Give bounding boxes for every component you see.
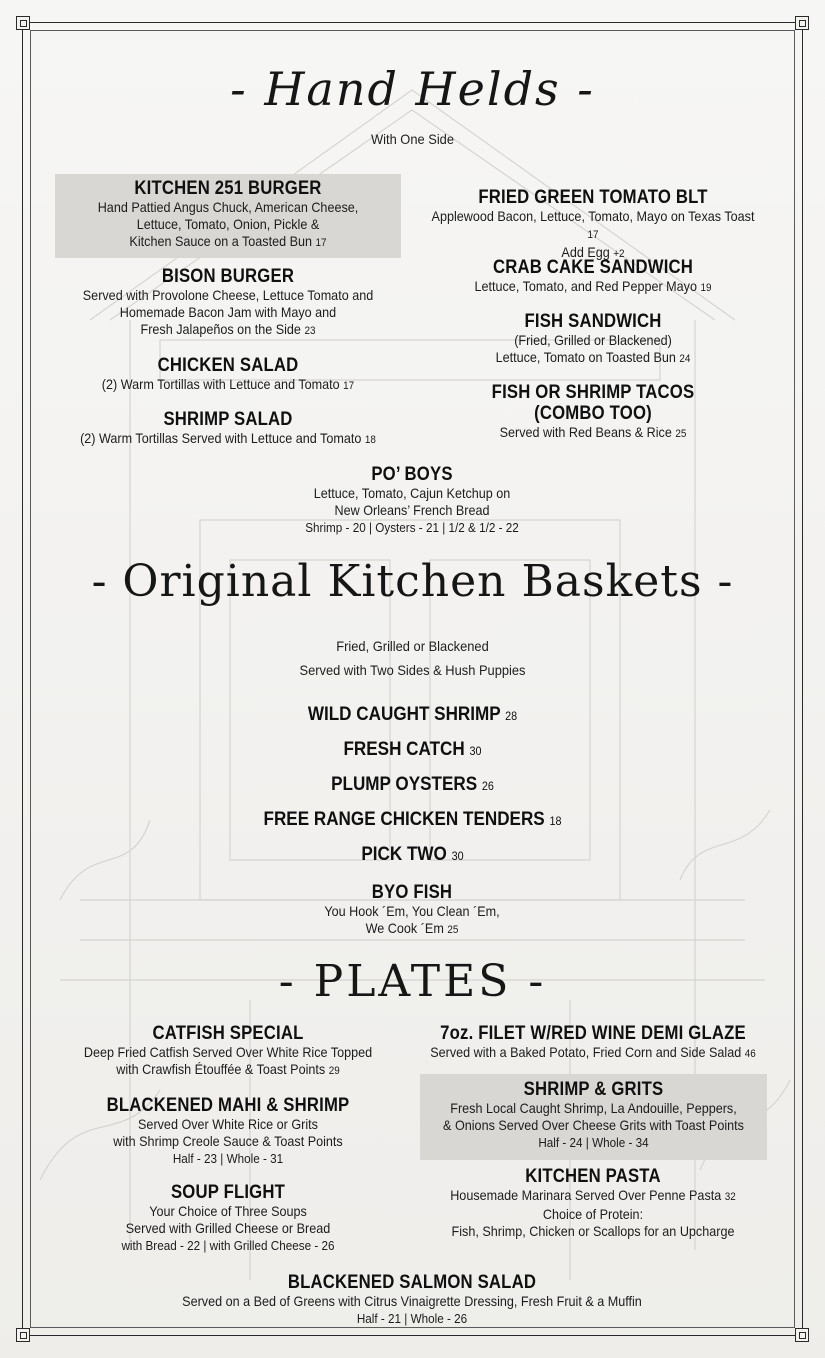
item-price-options: Half - 21 | Whole - 26 — [356, 1311, 468, 1326]
item-desc: Served with Provolone Cheese, Lettuce Tomato and — [82, 287, 374, 303]
item-name: KITCHEN 251 BURGER — [134, 178, 322, 199]
item-price: 30 — [469, 744, 482, 758]
item-name: BISON BURGER — [161, 266, 295, 287]
item-name-sub: (COMBO TOO) — [534, 403, 652, 424]
item-name: SHRIMP & GRITS — [523, 1079, 664, 1100]
plate-item-filet — [410, 1023, 776, 1063]
baskets-subtitle-1: Fried, Grilled or Blackened — [336, 638, 489, 654]
item-desc: Add Egg +2 — [561, 244, 625, 260]
basket-item-fresh-catch: FRESH CATCH 30 — [343, 739, 482, 760]
item-price: 17 — [315, 237, 327, 249]
item-desc: Fresh Local Caught Shrimp, La Andouille, Peppers, — [450, 1100, 737, 1116]
item-desc: Served Over White Rice or Grits — [138, 1116, 318, 1132]
item-desc: We Cook ´Em 25 — [365, 920, 459, 936]
item-price: 23 — [304, 325, 316, 337]
item-price: 19 — [700, 282, 712, 294]
item-price: 24 — [679, 353, 691, 365]
item-desc: & Onions Served Over Cheese Grits with Toast Points — [443, 1117, 744, 1133]
item-name: CHICKEN SALAD — [157, 355, 299, 376]
item-name: KITCHEN PASTA — [525, 1166, 661, 1187]
section-title-handhelds: - Hand Helds - — [230, 62, 595, 116]
menu-item-fish-sandwich — [410, 311, 776, 368]
item-desc: Fish, Shrimp, Chicken or Scallops for an Upcharge — [451, 1223, 735, 1239]
item-price: 46 — [744, 1048, 756, 1060]
item-desc: Lettuce, Tomato, Onion, Pickle & — [136, 216, 320, 232]
item-price: 18 — [549, 814, 562, 828]
item-desc: (2) Warm Tortillas Served with Lettuce and Tomato 18 — [80, 430, 376, 446]
basket-item-wild-caught-shrimp: WILD CAUGHT SHRIMP 28 — [307, 704, 518, 725]
item-desc: Your Choice of Three Soups — [149, 1203, 307, 1219]
item-desc: You Hook ´Em, You Clean ´Em, — [324, 903, 500, 919]
menu-item-po-boys — [212, 464, 612, 536]
plate-item-blackened-salmon-salad — [112, 1272, 712, 1327]
item-name: FRIED GREEN TOMATO BLT — [478, 187, 708, 208]
item-price: 25 — [675, 428, 687, 440]
item-desc: Housemade Marinara Served Over Penne Pasta 32 — [450, 1187, 736, 1203]
menu-item-fish-or-shrimp-tacos — [410, 382, 776, 443]
item-price: 25 — [447, 924, 459, 936]
item-desc: (2) Warm Tortillas with Lettuce and Tomato 17 — [101, 376, 355, 392]
item-desc: (Fried, Grilled or Blackened) — [514, 332, 672, 348]
item-name: CATFISH SPECIAL — [152, 1023, 304, 1044]
item-desc: Fresh Jalapeños on the Side 23 — [140, 321, 316, 337]
item-desc: Choice of Protein: — [542, 1206, 644, 1222]
item-name: BYO FISH — [371, 882, 453, 903]
item-desc: Served with a Baked Potato, Fried Corn and Side Salad 46 — [430, 1044, 756, 1060]
corner-ornament — [16, 1328, 30, 1342]
item-price: 30 — [451, 849, 464, 863]
section-title-baskets: - Original Kitchen Baskets - — [91, 556, 734, 607]
plate-item-kitchen-pasta — [410, 1166, 776, 1240]
item-price: 18 — [364, 434, 376, 446]
corner-ornament — [795, 1328, 809, 1342]
item-desc: Lettuce, Tomato on Toasted Bun 24 — [495, 349, 691, 365]
item-desc: Applewood Bacon, Lettuce, Tomato, Mayo on Texas Toast 17 — [431, 208, 755, 241]
plate-item-shrimp-grits — [420, 1074, 767, 1160]
menu-item-kitchen-251-burger — [55, 174, 401, 258]
item-price-options: Half - 23 | Whole - 31 — [172, 1151, 284, 1166]
item-price-options: with Bread - 22 | with Grilled Cheese - 26 — [121, 1238, 335, 1253]
plate-item-blackened-mahi-shrimp — [38, 1095, 418, 1167]
menu-item-fried-green-tomato-blt — [410, 187, 776, 263]
item-price: 28 — [505, 709, 518, 723]
item-price: 26 — [481, 779, 494, 793]
plate-item-soup-flight — [38, 1182, 418, 1254]
item-desc: Homemade Bacon Jam with Mayo and — [119, 304, 337, 320]
item-name: 7oz. FILET W/RED WINE DEMI GLAZE — [440, 1023, 746, 1044]
item-desc: Served on a Bed of Greens with Citrus Vinaigrette Dressing, Fresh Fruit & a Muffin — [182, 1293, 642, 1309]
basket-item-byo-fish — [262, 882, 562, 939]
item-desc: Deep Fried Catfish Served Over White Rice Topped — [83, 1044, 373, 1060]
item-addon-price: +2 — [613, 248, 625, 260]
item-name: BLACKENED SALMON SALAD — [287, 1272, 537, 1293]
item-desc: Served with Red Beans & Rice 25 — [499, 424, 687, 440]
menu-item-bison-burger — [40, 266, 416, 340]
section-title-plates: - PLATES - — [278, 956, 547, 1007]
basket-item-plump-oysters: PLUMP OYSTERS 26 — [331, 774, 494, 795]
menu-item-shrimp-salad — [40, 409, 416, 449]
item-price: 17 — [343, 380, 355, 392]
item-price: 17 — [587, 229, 599, 241]
item-price-options: Half - 24 | Whole - 34 — [538, 1135, 649, 1150]
corner-ornament — [16, 16, 30, 30]
item-desc: Kitchen Sauce on a Toasted Bun 17 — [129, 233, 327, 249]
menu-item-crab-cake-sandwich — [410, 257, 776, 297]
item-price: 29 — [328, 1065, 340, 1077]
basket-item-chicken-tenders: FREE RANGE CHICKEN TENDERS 18 — [263, 809, 562, 830]
item-desc: Lettuce, Tomato, and Red Pepper Mayo 19 — [474, 278, 712, 294]
item-desc: with Shrimp Creole Sauce & Toast Points — [113, 1133, 343, 1149]
item-name: SHRIMP SALAD — [163, 409, 293, 430]
item-name: FISH SANDWICH — [524, 311, 662, 332]
item-name: CRAB CAKE SANDWICH — [492, 257, 694, 278]
item-desc: Served with Grilled Cheese or Bread — [125, 1220, 331, 1236]
item-name: PO’ BOYS — [371, 464, 453, 485]
item-price: 32 — [724, 1191, 736, 1203]
basket-item-pick-two: PICK TWO 30 — [361, 844, 464, 865]
item-desc: with Crawfish Étouffée & Toast Points 29 — [116, 1061, 340, 1077]
item-desc: New Orleans’ French Bread — [334, 502, 490, 518]
item-name: BLACKENED MAHI & SHRIMP — [106, 1095, 350, 1116]
corner-ornament — [795, 16, 809, 30]
item-name: FISH OR SHRIMP TACOS — [491, 382, 695, 403]
plate-item-catfish-special — [38, 1023, 418, 1080]
menu-item-chicken-salad — [40, 355, 416, 395]
baskets-subtitle-2: Served with Two Sides & Hush Puppies — [299, 662, 526, 678]
handhelds-subtitle: With One Side — [370, 131, 455, 147]
item-name: SOUP FLIGHT — [170, 1182, 286, 1203]
item-desc: Lettuce, Tomato, Cajun Ketchup on — [313, 485, 511, 501]
item-desc: Hand Pattied Angus Chuck, American Cheese, — [97, 199, 359, 215]
item-price-options: Shrimp - 20 | Oysters - 21 | 1/2 & 1/2 - 22 — [305, 520, 519, 535]
